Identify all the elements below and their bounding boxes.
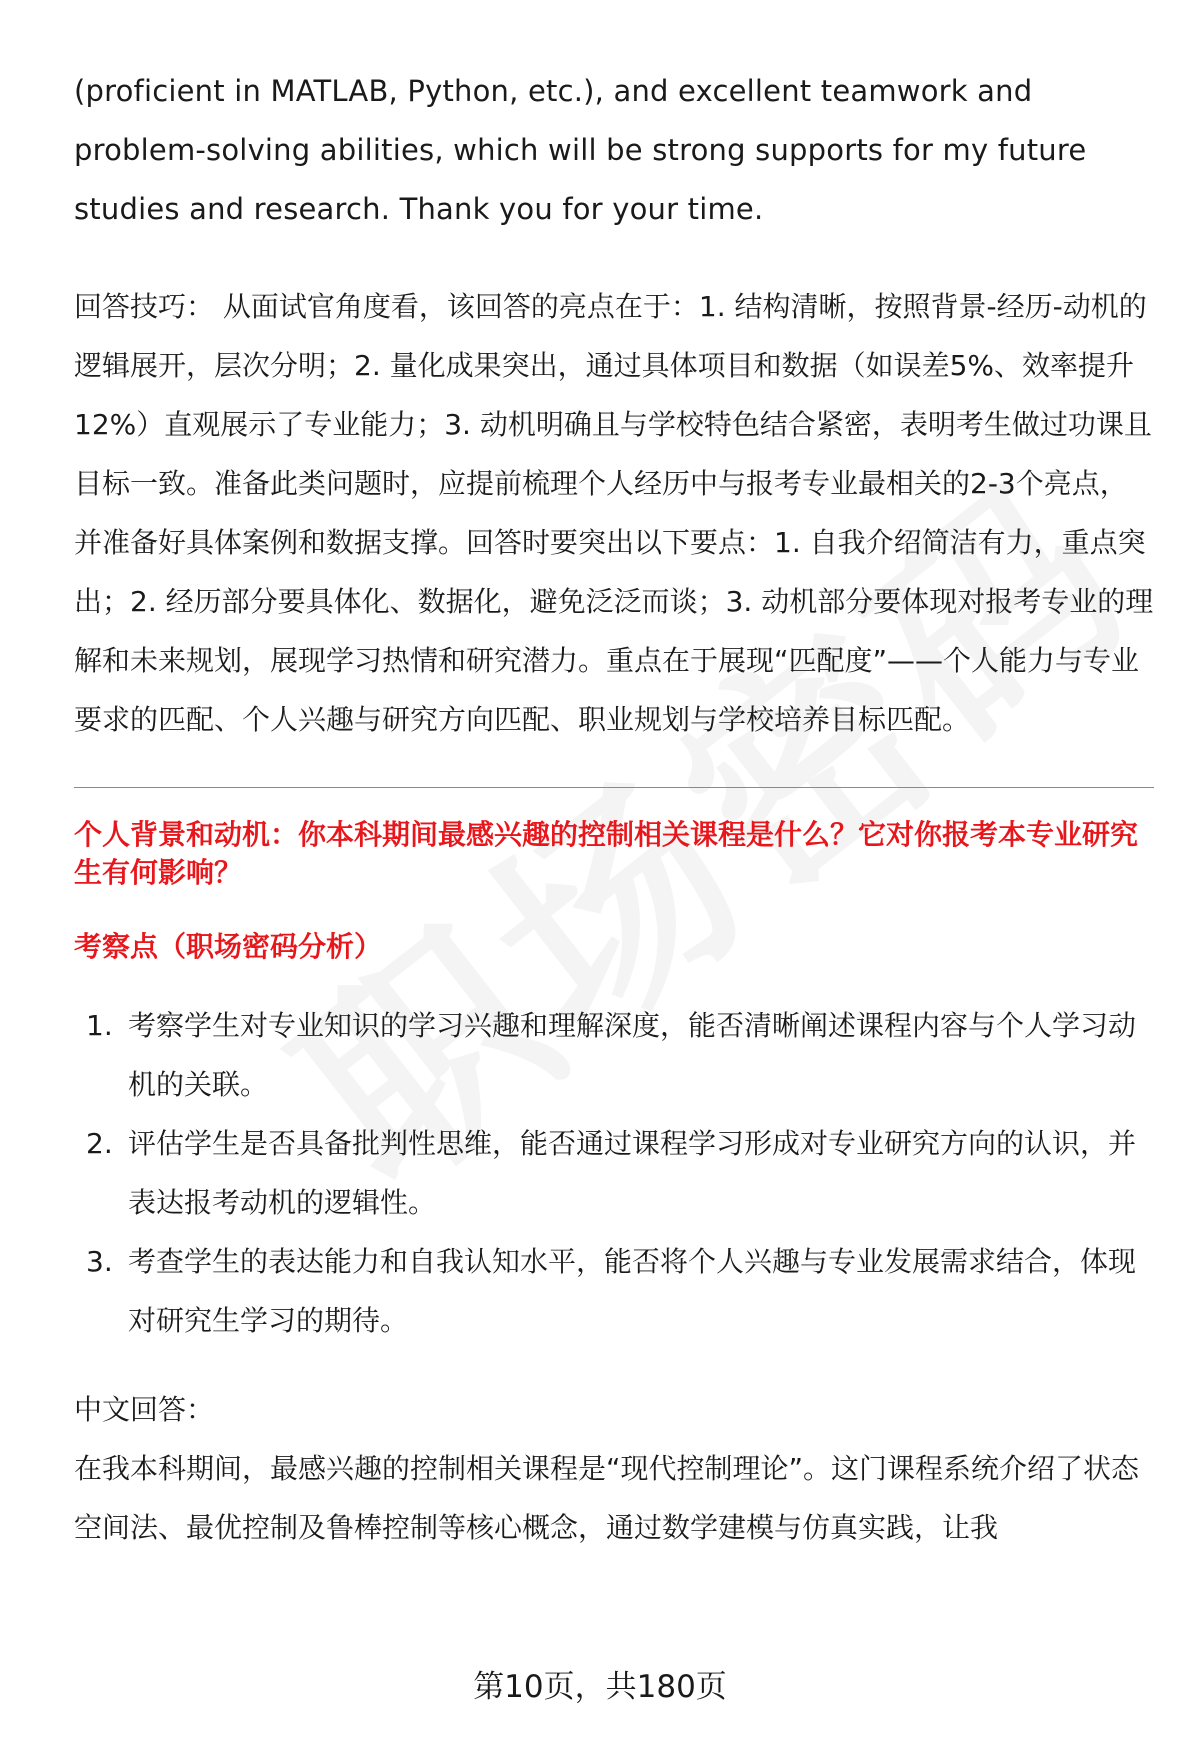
list-number: 2. (86, 1127, 113, 1160)
list-number: 3. (86, 1245, 113, 1278)
question-heading: 个人背景和动机：你本科期间最感兴趣的控制相关课程是什么？它对你报考本专业研究生有何影响？ (74, 818, 1139, 889)
intro-english-paragraph: (proficient in MATLAB, Python, etc.), and excellent teamwork and problem-solving abilities, which will be strong supports for my future studies and research. Thank you for your time. (74, 74, 1087, 226)
answer-tips-paragraph: 回答技巧： 从面试官角度看，该回答的亮点在于：1. 结构清晰，按照背景-经历-动机的逻辑展开，层次分明；2. 量化成果突出，通过具体项目和数据（如误差5%、效率提升12%）直观展示了专业能力；3. 动机明确且与学校特色结合紧密，表明考生做过功课且目标一致。准备此类问题时，应提前梳理个人经历中与报考专业最相关的2-3个亮点，并准备好具体案例和数据支撑。回答时要突出以下要点：1. 自我介绍简洁有力，重点突出；2. 经历部分要具体化、数据化，避免泛泛而谈；3. 动机部分要体现对报考专业的理解和未来规划，展现学习热情和研究潜力。重点在于展现“匹配度”——个人能力与专业要求的匹配、个人兴趣与研究方向匹配、职业规划与学校培养目标匹配。 (74, 290, 1154, 736)
list-item (74, 1232, 1154, 1350)
list-item (74, 996, 1154, 1114)
list-item-text: 考查学生的表达能力和自我认知水平，能否将个人兴趣与专业发展需求结合，体现对研究生学习的期待。 (128, 1245, 1137, 1337)
focus-point-list (74, 996, 1154, 1350)
list-item-text: 评估学生是否具备批判性思维，能否通过课程学习形成对专业研究方向的认识，并表达报考动机的逻辑性。 (128, 1127, 1137, 1219)
section-divider (74, 787, 1154, 788)
document-page (74, 62, 1154, 1557)
page-footer: 第10页，共180页 (473, 1669, 727, 1705)
focus-heading: 考察点（职场密码分析） (74, 930, 383, 963)
chinese-answer-label: 中文回答： (74, 1393, 215, 1426)
list-number: 1. (86, 1009, 113, 1042)
list-item (74, 1114, 1154, 1232)
chinese-answer-paragraph: 在我本科期间，最感兴趣的控制相关课程是“现代控制理论”。这门课程系统介绍了状态空间法、最优控制及鲁棒控制等核心概念，通过数学建模与仿真实践，让我 (74, 1452, 1140, 1544)
list-item-text: 考察学生对专业知识的学习兴趣和理解深度，能否清晰阐述课程内容与个人学习动机的关联。 (128, 1009, 1137, 1101)
